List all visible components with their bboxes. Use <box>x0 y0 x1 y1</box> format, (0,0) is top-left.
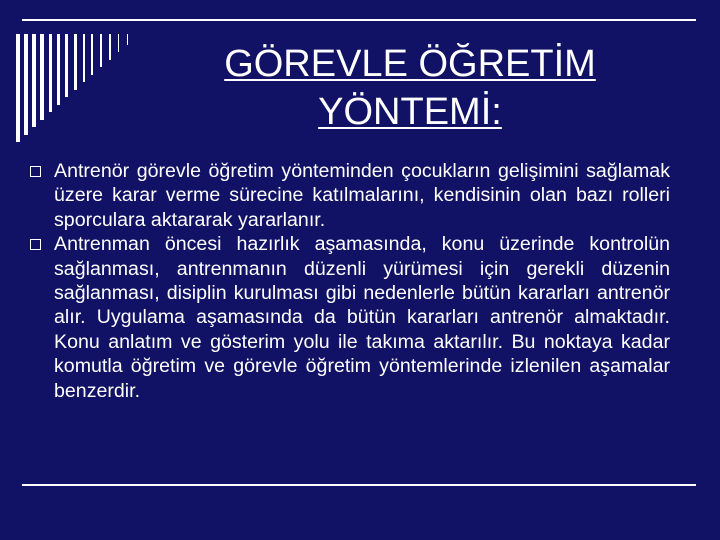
top-divider-line <box>22 19 696 21</box>
decoration-bar <box>49 34 52 112</box>
slide-title <box>180 40 640 136</box>
decoration-bar <box>40 34 44 120</box>
decoration-bar <box>16 34 20 142</box>
decoration-bar <box>109 34 111 60</box>
bottom-divider-line <box>22 484 696 486</box>
bullet-item <box>30 159 670 232</box>
decoration-bar <box>24 34 28 135</box>
bullet-text: Antrenman öncesi hazırlık aşamasında, konu üzerinde kontrolün sağlanması, antrenmanın düzenli yürümesi için gerekli düzenin sağlanması, disiplin kurulması gibi nedenlerle bütün kararları antrenör alır. Uygulama aşamasında da bütün kararları antrenör almaktadır. Konu anlatım ve gösterim yolu ile takıma aktarılır. Bu noktaya kadar komutla öğretim ve görevle öğretim yöntemlerinde izlenilen aşamalar benzerdir. <box>54 233 670 402</box>
hollow-square-icon <box>30 239 41 250</box>
decoration-bar <box>32 34 36 127</box>
decoration-bar <box>91 34 93 75</box>
decoration-bar <box>127 34 128 45</box>
decoration-bar <box>57 34 60 105</box>
slide-body <box>30 159 670 403</box>
decoration-bar <box>100 34 102 67</box>
bullet-text: Antrenör görevle öğretim yönteminden çocukların gelişimini sağlamak üzere karar verme sürecine katılmalarını, kendisinin olan bazı rolleri sporculara aktararak yararlanır. <box>54 160 670 231</box>
decoration-bar <box>65 34 68 97</box>
slide-title-line-2: YÖNTEMİ: <box>318 91 502 133</box>
decoration-bar <box>83 34 85 82</box>
slide-title-line-1: GÖREVLE ÖĞRETİM <box>224 43 596 85</box>
decoration-bar <box>74 34 77 90</box>
decoration-bar <box>118 34 119 52</box>
hollow-square-icon <box>30 166 41 177</box>
bullet-item <box>30 232 670 403</box>
